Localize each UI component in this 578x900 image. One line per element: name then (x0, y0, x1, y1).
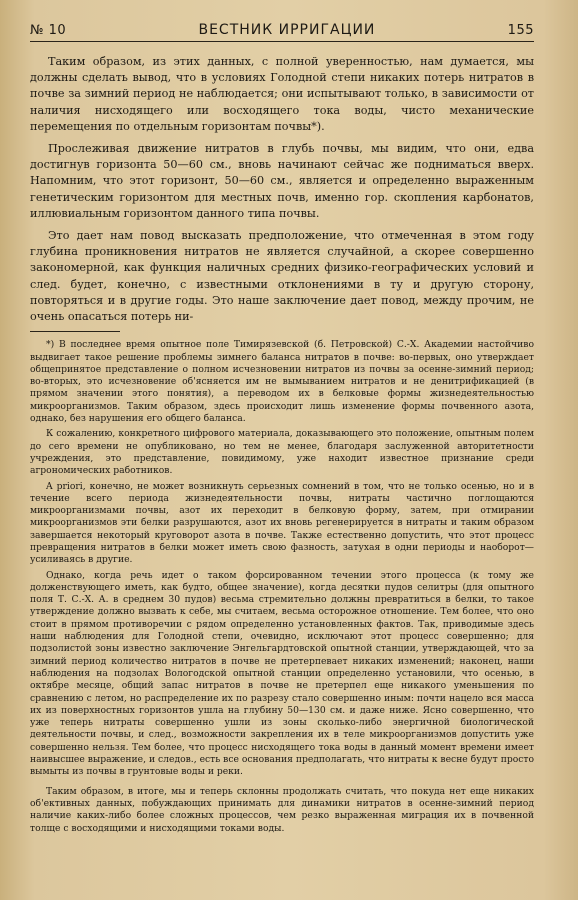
footnote-paragraph: A priori, конечно, не может возникнуть серьезных сомнений в том, что не только осенью, но и в течение всего периода жизнедеятельности почвы, нитраты частично поглощаются микроорганизмами почвы, азот их переходит в белковую форму, затем, при отмирании микроорганизмов эти белки разрушаются, азот их вновь регенерируется в нитраты и таким образом завершается некоторый круговорот азота в почве. Также естественно допустить, что этот процесс превращения нитратов в белки может иметь свою фазность, затухая в одни периоды и наоборот—усиливаясь в другие. (30, 480, 534, 566)
running-header (30, 22, 534, 42)
paragraph: Это дает нам повод высказать предположение, что отмеченная в этом году глубина проникновения нитратов не является случайной, а скорее совершенно закономерной, как функция наличных средних физико-географических условий и след. будет, конечно, с известными отклонениями в ту и другую сторону, повторяться и в другие годы. Это наше заключение дает повод, между прочим, не очень опасаться потерь ни- (30, 229, 534, 324)
paragraph: Таким образом, из этих данных, с полной уверенностью, нам думается, мы должны сделать вывод, что в условиях Голодной степи никаких потерь нитратов в почве за зимний период не наблюдается; они испытывают только, в зависимости от наличия нисходящего или восходящего тока воды, чисто механические перемещения по отдельным горизонтам почвы*). (30, 55, 534, 133)
paragraph: Прослеживая движение нитратов в глубь почвы, мы видим, что они, едва достигнув горизонта 50—60 см., вновь начинают сейчас же подниматься вверх. Напомним, что этот горизонт, 50—60 см., является и определенно выраженным генетическим горизонтом для местных почв, именно гор. скопления карбонатов, иллювиальным горизонтом данного типа почвы. (30, 142, 534, 220)
issue-number: № 10 (30, 23, 67, 38)
footnote-divider (30, 331, 120, 332)
footnote-paragraph: К сожалению, конкретного цифрового материала, доказывающего это положение, опытным полем до сего времени не опубликовано, но тем не менее, благодаря заслуженной авторитетности учреждения, это представление, повидимому, уже находит известное признание среди агрономических работников. (30, 428, 534, 477)
main-text (30, 54, 534, 325)
footnote-paragraph: Таким образом, в итоге, мы и теперь склонны продолжать считать, что покуда нет еще никаких об'ективных данных, побуждающих принимать для динамики нитратов в осенне-зимний период наличие каких-либо более сложных процессов, чем резко выраженная миграция их в почвенной толще с восходящими и нисходящими токами воды. (30, 785, 534, 834)
journal-title: ВЕСТНИК ИРРИГАЦИИ (198, 22, 376, 38)
page-number: 155 (507, 23, 534, 38)
footnote-paragraph: *) В последнее время опытное поле Тимирязевской (б. Петровской) С.-Х. Академии настойчиво выдвигает такое решение проблемы зимнего баланса нитратов в почве: во-первых, оно утверждает общепринятое представление о полном исчезновении нитратов из почвы за осенне-зимний период; во-вторых, это исчезновение об'ясняется им не вымыванием нитратов и не денитрификацией (в прямом значении этого понятия), а переводом их в белковые формы жизнедеятельностью микроорганизмов. Таким образом, здесь происходит лишь изменение формы почвенного азота, однако, без нарушения его общего баланса. (30, 339, 534, 425)
footnote (30, 339, 534, 835)
footnote-paragraph: Однако, когда речь идет о таком форсированном течении этого процесса (к тому же долженствующего иметь, как будто, общее значение), когда десятки пудов селитры (для опытного поля Т. С.-Х. А. в среднем 30 пудов) весьма стремительно должны превратиться в белки, то такое утверждение должно вызвать к себе, мы считаем, весьма осторожное отношение. Тем более, что оно стоит в прямом противоречии с рядом определенно установленных фактов. Так, приводимые здесь наши наблюдения для Голодной степи, очевидно, исключают этот процесс совершенно; для подзолистой зоны известно заключение Энгельгардтовской опытной станции, утверждающей, что за зимний период количество нитратов в почве не претерпевает никаких изменений; наконец, наши наблюдения на подзолах Вологодской опытной станции определенно установили, что осенью, в октябре месяце, общий запас нитратов в почве не претерпел еще никакого уменьшения по сравнению с летом, но распределение их по разрезу стало совершенно иным: почти нацело вся масса их из поверхностных горизонтов ушла на глубину 50—130 см. и даже ниже. Ясно совершенно, что уже теперь нитраты совершенно ушли из зоны сколько-либо энергичной биологической деятельности почвы, и след., возможности закрепления их в теле микроорганизмов допустить уже совершенно нельзя. Тем более, что процесс нисходящего тока воды в данный момент времени имеет наивысшее выражение, и следов., есть все основания предполагать, что нитраты к весне будут просто вымыты из почвы в грунтовые воды и реки. (30, 569, 534, 778)
